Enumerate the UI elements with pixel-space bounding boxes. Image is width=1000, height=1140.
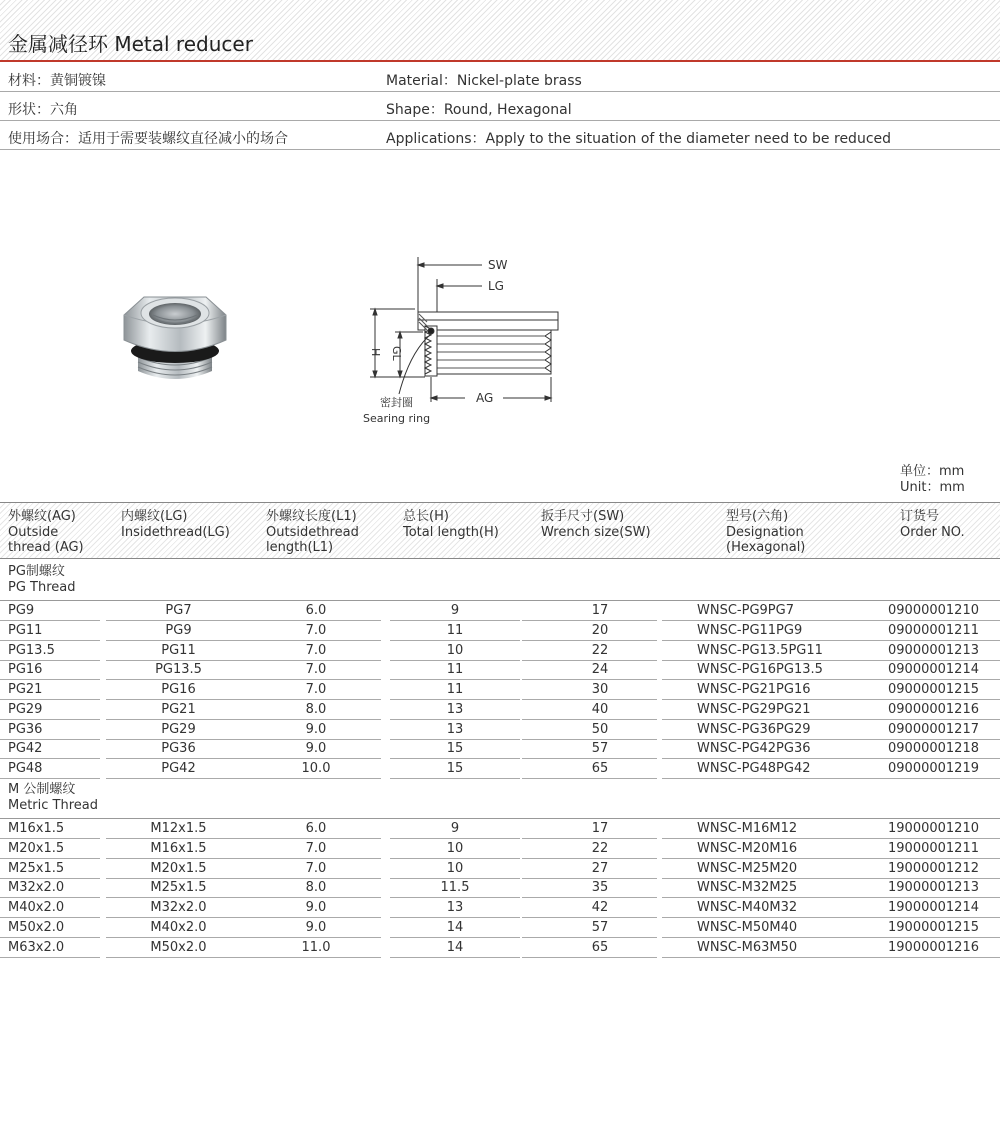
table-cell: 09000001219	[888, 761, 979, 776]
technical-drawing	[355, 252, 575, 432]
table-cell: PG16	[8, 662, 43, 678]
spec-material-en: Material：Nickel-plate brass	[386, 73, 582, 89]
table-cell: PG16	[161, 682, 196, 697]
table-cell: 11.5	[440, 880, 470, 896]
table-cell: WNSC-PG48PG42	[697, 761, 811, 776]
table-cell: 11	[446, 622, 464, 638]
table-cell: 13	[446, 721, 464, 737]
row-divider	[390, 778, 520, 779]
table-row	[0, 601, 1000, 621]
table-cell: PG7	[165, 603, 192, 618]
table-cell: WNSC-M50M40	[697, 919, 798, 935]
table-cell: 24	[591, 662, 609, 678]
table-row	[0, 918, 1000, 938]
table-cell: 35	[591, 880, 609, 896]
table-row	[0, 859, 1000, 879]
table-cell: PG36	[161, 741, 196, 757]
table-cell: 65	[591, 939, 609, 955]
table-cell: 10	[446, 860, 464, 876]
table-cell: 6.0	[305, 821, 327, 836]
table-cell: 09000001214	[888, 662, 979, 678]
table-cell: 09000001215	[888, 682, 979, 697]
col-header-total-length: 总长(H) Total length(H)	[403, 509, 499, 540]
seal-ring-label-en: Searing ring	[363, 412, 431, 425]
table-cell: PG11	[161, 642, 196, 658]
table-cell: PG13.5	[8, 642, 55, 658]
table-cell: WNSC-PG9PG7	[697, 603, 794, 618]
row-divider	[662, 778, 880, 779]
table-cell: M63x2.0	[8, 939, 65, 955]
table-cell: 57	[591, 919, 609, 935]
table-cell: 19000001214	[888, 900, 979, 915]
table-cell: PG29	[161, 721, 196, 737]
table-cell: 13	[446, 701, 464, 717]
table-cell: 7.0	[305, 840, 327, 856]
dim-h-label: H	[369, 348, 382, 357]
table-cell: 8.0	[305, 701, 327, 717]
table-cell: PG21	[161, 701, 196, 717]
table-cell: M40x2.0	[8, 900, 65, 915]
row-divider	[0, 778, 100, 779]
table-cell: M20x1.5	[8, 840, 65, 856]
table-cell: PG48	[8, 761, 43, 776]
table-cell: 11	[446, 682, 464, 697]
row-divider	[0, 957, 100, 958]
table-cell: 40	[591, 701, 609, 717]
table-cell: PG42	[8, 741, 43, 757]
table-cell: M50x2.0	[8, 919, 65, 935]
table-row	[0, 720, 1000, 740]
table-cell: M16x1.5	[8, 821, 65, 836]
table-cell: 9.0	[305, 741, 327, 757]
table-cell: PG9	[165, 622, 192, 638]
table-cell: WNSC-PG21PG16	[697, 682, 811, 697]
table-cell: 19000001212	[888, 860, 979, 876]
table-cell: WNSC-M40M32	[697, 900, 798, 915]
spec-applications-cn: 使用场合：适用于需要装螺纹直径减小的场合	[8, 131, 288, 147]
table-cell: 19000001211	[888, 840, 979, 856]
row-divider	[106, 778, 251, 779]
table-header	[0, 502, 1000, 559]
spec-row-material	[0, 63, 1000, 92]
table-row	[0, 898, 1000, 918]
table-cell: 22	[591, 840, 609, 856]
col-header-order-no: 订货号 Order NO.	[900, 509, 965, 540]
table-cell: 57	[591, 741, 609, 757]
table-cell: 10	[446, 642, 464, 658]
table-cell: 9	[450, 603, 460, 618]
table-cell: 9.0	[305, 919, 327, 935]
table-row	[0, 680, 1000, 700]
row-divider	[880, 778, 1000, 779]
table-cell: 6.0	[305, 603, 327, 618]
table-cell: M50x2.0	[150, 939, 207, 955]
table-cell: M12x1.5	[150, 821, 207, 836]
table-row	[0, 700, 1000, 720]
table-cell: WNSC-PG42PG36	[697, 741, 811, 757]
table-cell: 20	[591, 622, 609, 638]
table-cell: 9	[450, 821, 460, 836]
table-cell: PG42	[161, 761, 196, 776]
row-divider	[251, 778, 381, 779]
table-row	[0, 878, 1000, 898]
table-cell: 10	[446, 840, 464, 856]
table-cell: 8.0	[305, 880, 327, 896]
spec-row-applications	[0, 121, 1000, 150]
spec-row-shape	[0, 92, 1000, 121]
col-header-inside-thread: 内螺纹(LG) Insidethread(LG)	[121, 509, 230, 540]
table-cell: WNSC-M16M12	[697, 821, 798, 836]
col-header-designation: 型号(六角) Designation (Hexagonal)	[726, 509, 806, 555]
table-cell: 7.0	[305, 682, 327, 697]
table-cell: WNSC-PG13.5PG11	[697, 642, 823, 658]
table-cell: PG13.5	[155, 662, 202, 678]
table-cell: 9.0	[305, 900, 327, 915]
table-cell: 14	[446, 919, 464, 935]
table-cell: 7.0	[305, 860, 327, 876]
table-cell: 65	[591, 761, 609, 776]
col-header-wrench-size: 扳手尺寸(SW) Wrench size(SW)	[541, 509, 651, 540]
unit-label	[900, 464, 965, 496]
product-photo	[110, 285, 240, 395]
table-cell: M25x1.5	[8, 860, 65, 876]
group-label-pg	[8, 564, 76, 596]
unit-label-cn: 单位：mm	[900, 464, 965, 479]
table-cell: 19000001213	[888, 880, 979, 896]
table-cell: 22	[591, 642, 609, 658]
table-cell: PG11	[8, 622, 43, 638]
dim-lg-label: LG	[488, 279, 504, 293]
table-cell: 15	[446, 761, 464, 776]
table-cell: 09000001213	[888, 642, 979, 658]
table-cell: WNSC-M63M50	[697, 939, 798, 955]
table-row	[0, 839, 1000, 859]
table-cell: PG29	[8, 701, 43, 717]
dim-ag-label: AG	[476, 391, 494, 405]
table-cell: 50	[591, 721, 609, 737]
table-cell: M16x1.5	[150, 840, 207, 856]
table-cell: WNSC-PG36PG29	[697, 721, 811, 737]
table-cell: 17	[591, 821, 609, 836]
table-cell: 19000001210	[888, 821, 979, 836]
spec-shape-en: Shape：Round, Hexagonal	[386, 102, 572, 118]
table-cell: M32x2.0	[150, 900, 207, 915]
table-cell: 09000001216	[888, 701, 979, 717]
table-row	[0, 819, 1000, 839]
table-cell: 09000001218	[888, 741, 979, 757]
table-row	[0, 938, 1000, 958]
row-divider	[662, 957, 880, 958]
table-cell: M32x2.0	[8, 880, 65, 896]
table-row	[0, 759, 1000, 779]
dim-sw-label: SW	[488, 258, 508, 272]
group-label-pg-en: PG Thread	[8, 580, 76, 595]
col-header-outside-thread: 外螺纹(AG) Outside thread (AG)	[8, 509, 84, 555]
title-bar	[0, 0, 1000, 62]
table-cell: WNSC-PG16PG13.5	[697, 662, 823, 678]
table-cell: M40x2.0	[150, 919, 207, 935]
table-row	[0, 660, 1000, 680]
table-cell: 09000001211	[888, 622, 979, 638]
group-label-metric-en: Metric Thread	[8, 798, 99, 813]
table-cell: PG36	[8, 721, 43, 737]
table-cell: 9.0	[305, 721, 327, 737]
page-title: 金属减径环 Metal reducer	[8, 32, 253, 56]
table-cell: WNSC-PG29PG21	[697, 701, 811, 717]
col-header-outside-thread-length: 外螺纹长度(L1) Outsidethread length(L1)	[266, 509, 359, 555]
table-cell: WNSC-M20M16	[697, 840, 798, 856]
table-cell: 10.0	[301, 761, 331, 776]
group-label-metric-cn: M 公制螺纹	[8, 782, 76, 797]
table-cell: 13	[446, 900, 464, 915]
table-cell: WNSC-PG11PG9	[697, 622, 803, 638]
row-divider	[251, 957, 381, 958]
table-cell: 09000001210	[888, 603, 979, 618]
table-cell: M25x1.5	[150, 880, 207, 896]
spec-material-cn: 材料：黄铜镀镍	[8, 73, 106, 89]
table-cell: 7.0	[305, 642, 327, 658]
row-divider	[106, 957, 251, 958]
row-divider	[880, 957, 1000, 958]
group-label-pg-cn: PG制螺纹	[8, 564, 65, 579]
table-cell: 30	[591, 682, 609, 697]
spec-shape-cn: 形状：六角	[8, 102, 78, 118]
table-row	[0, 739, 1000, 759]
table-cell: 7.0	[305, 622, 327, 638]
table-cell: 11	[446, 662, 464, 678]
table-cell: PG21	[8, 682, 43, 697]
table-cell: 19000001216	[888, 939, 979, 955]
table-cell: PG9	[8, 603, 35, 618]
row-divider	[390, 957, 520, 958]
table-cell: 27	[591, 860, 609, 876]
table-cell: 11.0	[301, 939, 331, 955]
group-label-metric	[8, 782, 98, 814]
table-cell: M20x1.5	[150, 860, 207, 876]
unit-label-en: Unit：mm	[900, 480, 965, 495]
table-cell: 42	[591, 900, 609, 915]
table-cell: 19000001215	[888, 919, 979, 935]
table-cell: WNSC-M25M20	[697, 860, 798, 876]
table-cell: 17	[591, 603, 609, 618]
table-cell: 7.0	[305, 662, 327, 678]
table-cell: 09000001217	[888, 721, 979, 737]
row-divider	[522, 778, 657, 779]
table-cell: WNSC-M32M25	[697, 880, 798, 896]
table-cell: 15	[446, 741, 464, 757]
spec-applications-en: Applications：Apply to the situation of the diameter need to be reduced	[386, 131, 892, 147]
table-cell: 14	[446, 939, 464, 955]
dim-gl-label: GL	[390, 346, 403, 361]
row-divider	[522, 957, 657, 958]
seal-ring-label-cn: 密封圈	[380, 396, 413, 409]
table-row	[0, 621, 1000, 641]
table-row	[0, 641, 1000, 661]
